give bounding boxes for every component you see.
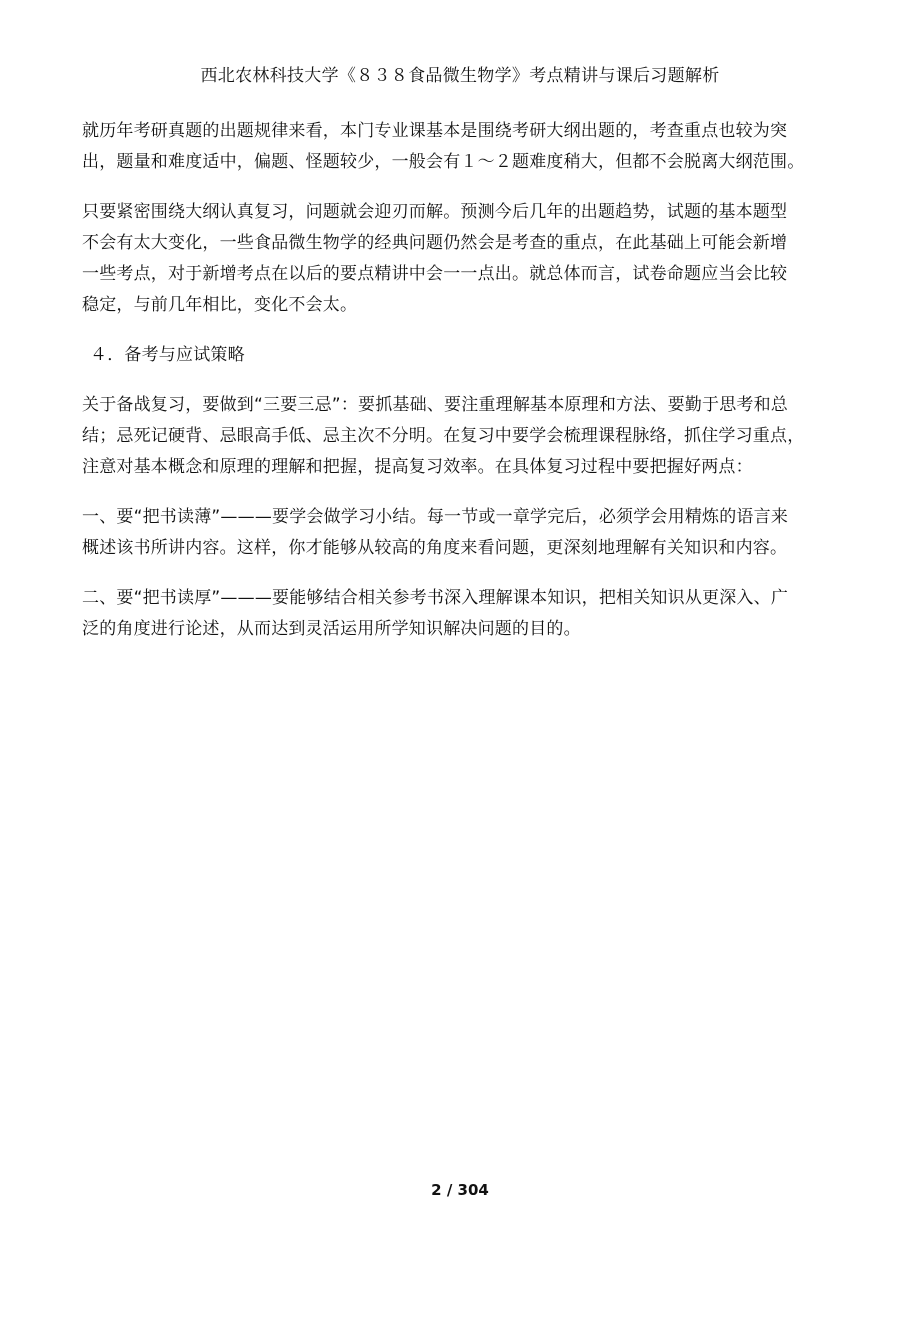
paragraph-point-one — [82, 502, 844, 564]
document-title: 西北农林科技大学《８３８食品微生物学》考点精讲与课后习题解析 — [200, 66, 720, 86]
text-line: 只要紧密围绕大纲认真复习，问题就会迎刃而解。预测今后几年的出题趋势，试题的基本题型 — [82, 202, 788, 222]
text-line: 二、要“把书读厚”———要能够结合相关参考书深入理解课本知识，把相关知识从更深入、广 — [82, 588, 789, 608]
text-line: 就历年考研真题的出题规律来看，本门专业课基本是围绕考研大纲出题的，考查重点也较为突 — [82, 121, 788, 141]
text-line: 一、要“把书读薄”———要学会做学习小结。每一节或一章学完后，必须学会用精炼的语言来 — [82, 507, 789, 527]
text-line: 泛的角度进行论述，从而达到灵活运用所学知识解决问题的目的。 — [82, 619, 581, 639]
section-heading — [82, 340, 844, 371]
page-header — [0, 62, 920, 90]
text-line: 结；忌死记硬背、忌眼高手低、忌主次不分明。在复习中要学会梳理课程脉络，抓住学习重点， — [82, 426, 805, 446]
document-body — [82, 116, 844, 664]
text-line: 出，题量和难度适中，偏题、怪题较少，一般会有１～２题难度稍大，但都不会脱离大纲范围。 — [82, 152, 805, 172]
paragraph-review-strategy — [82, 390, 844, 483]
paragraph-trend-prediction — [82, 197, 844, 321]
text-line: 稳定，与前几年相比，变化不会太。 — [82, 295, 358, 315]
paragraph-point-two — [82, 583, 844, 645]
section-heading-text: ４．备考与应试策略 — [90, 345, 245, 365]
text-line: 注意对基本概念和原理的理解和把握，提高复习效率。在具体复习过程中要把握好两点： — [82, 457, 753, 477]
text-line: 关于备战复习，要做到“三要三忌”：要抓基础、要注重理解基本原理和方法、要勤于思考和总 — [82, 395, 789, 415]
text-line: 概述该书所讲内容。这样，你才能够从较高的角度来看问题，更深刻地理解有关知识和内容。 — [82, 538, 788, 558]
paragraph-exam-pattern — [82, 116, 844, 178]
text-line: 不会有太大变化，一些食品微生物学的经典问题仍然会是考查的重点，在此基础上可能会新增 — [82, 233, 788, 253]
text-line: 一些考点，对于新增考点在以后的要点精讲中会一一点出。就总体而言，试卷命题应当会比较 — [82, 264, 788, 284]
page-number: 2 / 304 — [431, 1181, 489, 1199]
